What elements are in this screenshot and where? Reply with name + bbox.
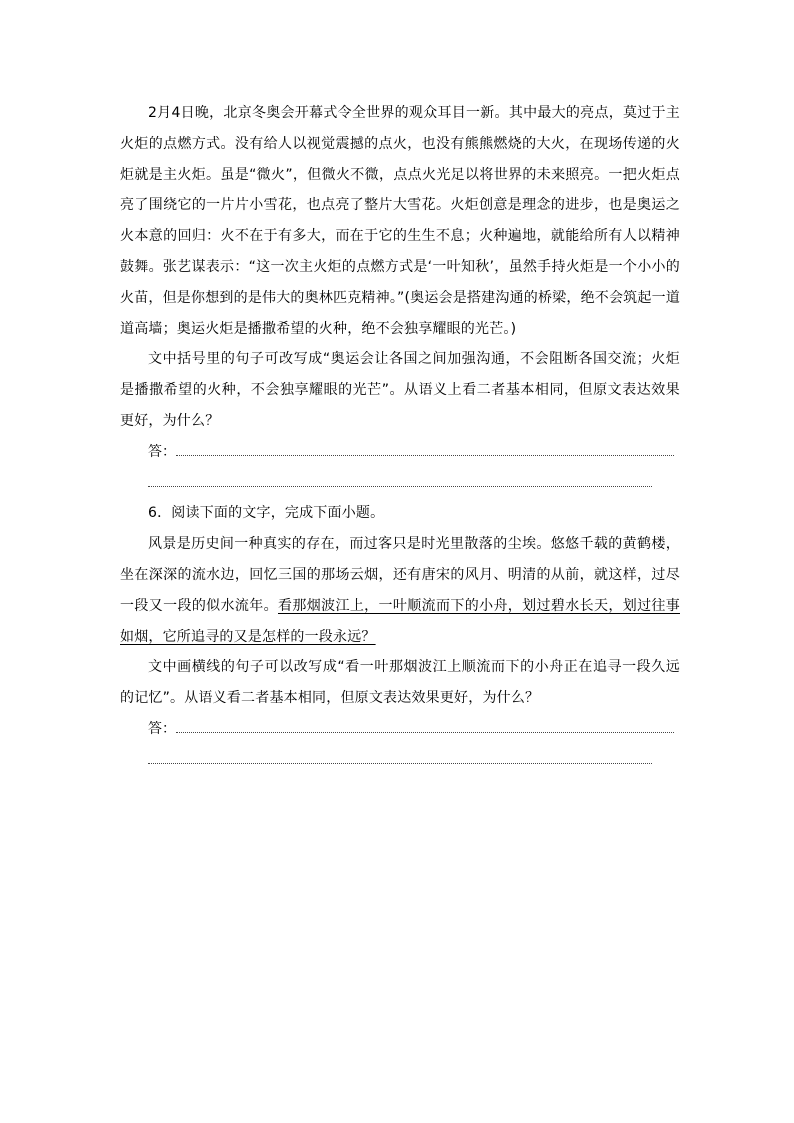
document-content: [120, 98, 680, 776]
q6-heading: 6．阅读下面的文字，完成下面小题。: [148, 505, 385, 522]
q6-passage: [120, 529, 680, 652]
q6-question: 文中画横线的句子可以改写成“看一叶那烟波江上顺流而下的小舟正在追寻一段久远的记忆”。从语义看二者基本相同，但原文表达效果更好，为什么？: [120, 659, 680, 707]
q5-passage: [120, 98, 680, 344]
q5-answer-label: 答：: [148, 443, 176, 460]
q5-answer-dotted-line: [176, 455, 674, 456]
q5-answer-dotted-line-2: [148, 486, 652, 487]
q6-passage-text: 风景是历史间一种真实的存在，而过客只是时光里散落的尘埃。悠悠千载的黄鹤楼，坐在深深的流水边，回忆三国的那场云烟，还有唐宋的风月、明清的从前，就这样，过尽一段又一段的似水流年。: [120, 536, 680, 614]
q6-answer-label: 答：: [148, 720, 176, 737]
q6-underlined-sentence: 看那烟波江上，一叶顺流而下的小舟，划过碧水长天，划过往事如烟，它所追寻的又是怎样的一段永远？: [120, 597, 680, 645]
q6-answer-dotted-line: [176, 732, 674, 733]
q5-passage-text: 2月4日晚，北京冬奥会开幕式令全世界的观众耳目一新。其中最大的亮点，莫过于主火炬的点燃方式。没有给人以视觉震撼的点火，也没有熊熊燃烧的大火，在现场传递的火炬就是主火炬。虽是“微火”，但微火不微，点点火光足以将世界的未来照亮。一把火炬点亮了围绕它的一片片小雪花，也点亮了整片大雪花。火炬创意是理念的进步，也是奥运之火本意的回归：火不在于有多大，而在于它的生生不息；火种遍地，就能给所有人以精神鼓舞。张艺谋表示：“这一次主火炬的点燃方式是‘一叶知秋’，虽然手持火炬是一个小小的火苗，但是你想到的是伟大的奥林匹克精神。”(奥运会是搭建沟通的桥梁，绝不会筑起一道道高墙；奥运火炬是播撒希望的火种，绝不会独享耀眼的光芒。): [120, 105, 680, 337]
q5-question: 文中括号里的句子可改写成“奥运会让各国之间加强沟通，不会阻断各国交流；火炬是播撒希望的火种，不会独享耀眼的光芒”。从语义上看二者基本相同，但原文表达效果更好，为什么？: [120, 351, 680, 429]
q5-answer-line-1[interactable]: [120, 437, 680, 468]
q6-answer-dotted-line-2: [148, 763, 652, 764]
q5-answer-line-2[interactable]: [120, 468, 680, 499]
q6-answer-line-1[interactable]: [120, 714, 680, 745]
q6-answer-line-2[interactable]: [120, 745, 680, 776]
